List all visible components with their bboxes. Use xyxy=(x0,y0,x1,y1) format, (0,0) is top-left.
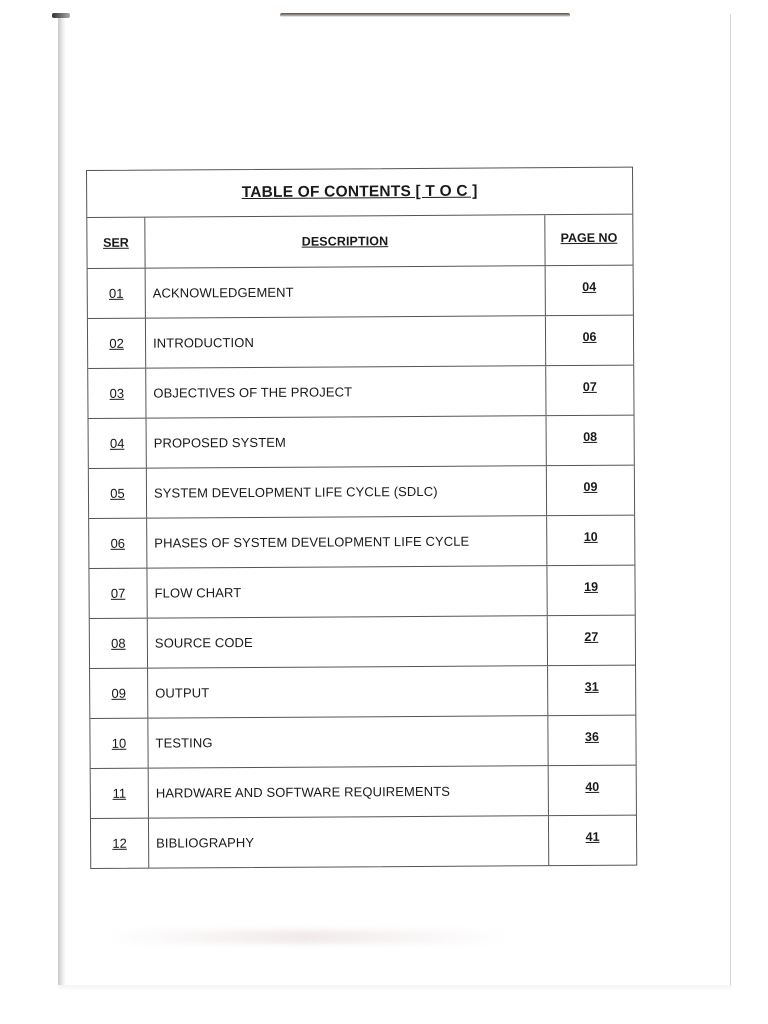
row-description: ACKNOWLEDGEMENT xyxy=(146,266,546,317)
scan-bottom-smudge xyxy=(105,930,505,944)
row-description: BIBLIOGRAPHY xyxy=(149,816,549,867)
row-description: HARDWARE AND SOFTWARE REQUIREMENTS xyxy=(149,766,549,817)
row-page-no: 07 xyxy=(582,379,597,394)
row-page-no: 31 xyxy=(584,679,599,694)
row-description: INTRODUCTION xyxy=(146,316,546,367)
row-ser: 12 xyxy=(91,819,149,868)
row-ser: 03 xyxy=(88,369,146,418)
row-description: OUTPUT xyxy=(148,666,548,717)
toc-header-row xyxy=(87,215,632,269)
row-ser: 06 xyxy=(89,519,147,568)
row-page-no: 27 xyxy=(584,629,599,644)
row-ser: 10 xyxy=(90,719,148,768)
row-page-no: 08 xyxy=(583,429,598,444)
scan-top-left-mark xyxy=(52,13,70,18)
row-description: SOURCE CODE xyxy=(148,616,548,667)
table-row xyxy=(89,566,634,619)
table-row xyxy=(90,716,635,769)
scan-top-shadow xyxy=(280,13,570,17)
header-ser: SER xyxy=(87,218,145,268)
table-row xyxy=(88,366,633,419)
row-page-no: 04 xyxy=(582,279,597,294)
row-description: FLOW CHART xyxy=(147,566,547,617)
table-row xyxy=(89,416,634,469)
row-page-no: 06 xyxy=(582,329,597,344)
header-page-no: PAGE NO xyxy=(560,230,618,246)
row-ser: 11 xyxy=(91,769,149,818)
row-page-no: 09 xyxy=(583,479,598,494)
row-ser: 08 xyxy=(90,619,148,668)
row-ser: 07 xyxy=(89,569,147,618)
table-row xyxy=(89,466,634,519)
row-page-no: 10 xyxy=(583,529,598,544)
table-row xyxy=(90,616,635,669)
table-of-contents xyxy=(86,167,637,869)
table-row xyxy=(88,316,633,369)
row-page-no: 19 xyxy=(584,579,599,594)
row-ser: 09 xyxy=(90,669,148,718)
table-row xyxy=(90,666,635,719)
toc-title: TABLE OF CONTENTS [ T O C ] xyxy=(87,168,632,218)
row-ser: 04 xyxy=(89,419,147,468)
row-description: PHASES OF SYSTEM DEVELOPMENT LIFE CYCLE xyxy=(147,516,547,567)
row-page-no: 36 xyxy=(584,729,599,744)
scan-right-edge xyxy=(730,14,731,989)
row-description: PROPOSED SYSTEM xyxy=(147,416,547,467)
table-row xyxy=(89,516,634,569)
row-ser: 05 xyxy=(89,469,147,518)
row-description: SYSTEM DEVELOPMENT LIFE CYCLE (SDLC) xyxy=(147,466,547,517)
row-page-no: 40 xyxy=(585,779,600,794)
table-row xyxy=(91,816,636,868)
scan-bottom-edge xyxy=(58,985,732,991)
row-description: OBJECTIVES OF THE PROJECT xyxy=(146,366,546,417)
scan-left-shadow xyxy=(58,14,66,989)
table-row xyxy=(91,766,636,819)
row-description: TESTING xyxy=(148,716,548,767)
table-row xyxy=(88,266,633,319)
row-ser: 01 xyxy=(88,269,146,318)
row-ser: 02 xyxy=(88,319,146,368)
header-description: DESCRIPTION xyxy=(145,215,545,267)
row-page-no: 41 xyxy=(585,829,600,844)
